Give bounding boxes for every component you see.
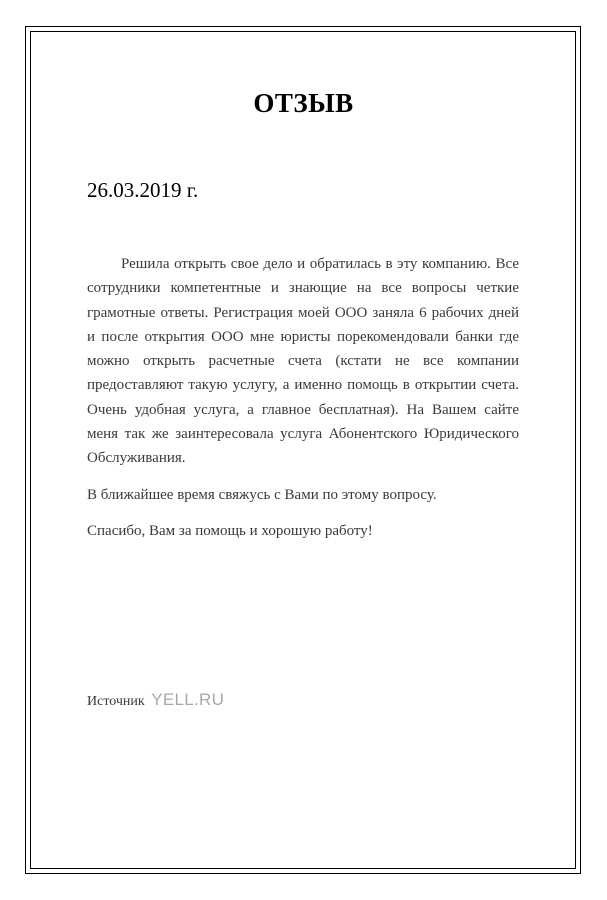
review-body — [87, 252, 519, 543]
source-label: Источник — [87, 694, 145, 709]
review-paragraph-contact: В ближайшее время свяжусь с Вами по этому вопросу. — [87, 486, 437, 503]
review-paragraph-main: Решила открыть свое дело и обратилась в эту компанию. Все сотрудники компетентные и знающие на все вопросы четкие грамотные ответы. Регистрация моей ООО заняла 6 рабочих дней и после открытия ООО мне юристы порекомендовали банки где можно открыть расчетные счета (кстати не все компании предоставляют такую услугу, а именно помощь в открытии счета. Очень удобная услуга, а главное бесплатная). На Вашем сайте меня так же заинтересовала услуга Абонентского Юридического Обслуживания. — [87, 256, 519, 467]
document-date: 26.03.2019 г. — [87, 178, 199, 202]
source-link[interactable]: YELL.RU — [151, 690, 225, 709]
review-paragraph-thanks: Спасибо, Вам за помощь и хорошую работу! — [87, 522, 373, 539]
document-title: ОТЗЫВ — [253, 88, 354, 118]
source-line — [87, 690, 224, 710]
